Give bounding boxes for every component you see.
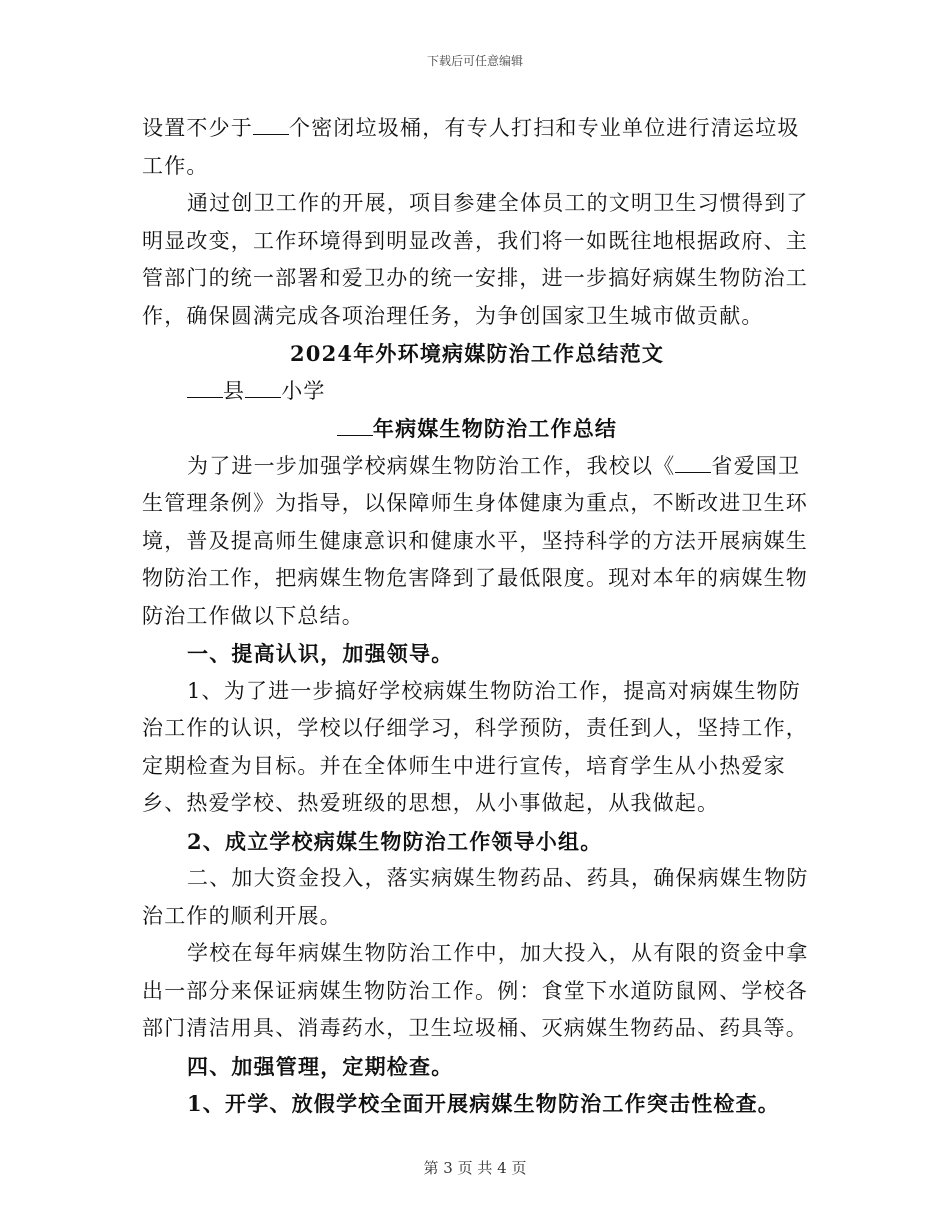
school-name-label: 小学 xyxy=(281,378,326,403)
section-heading-1: 一、提高认识，加强领导。 xyxy=(187,641,454,666)
paragraph-text: 设置不少于 xyxy=(142,116,253,140)
document-body xyxy=(142,110,812,1123)
document-subtitle xyxy=(142,410,812,448)
page-footer: 第 3 页 共 4 页 xyxy=(423,1159,527,1177)
blank-line xyxy=(337,417,373,436)
blank-line xyxy=(675,454,711,473)
school-line xyxy=(142,373,812,411)
page-header: 下载后可任意编辑 xyxy=(426,54,523,68)
paragraph-text: 个密闭垃圾桶，有专人打扫和专业单位进行清运垃圾工作。 xyxy=(142,116,800,178)
document-title: 2024年外环境病媒防治工作总结范文 xyxy=(289,341,665,366)
paragraph-awareness: 1、为了进一步搞好学校病媒生物防治工作，提高对病媒生物防治工作的认识，学校以仔细学习，科学预防，责任到人，坚持工作，定期检查为目标。并在全体师生中进行宣传，培育学生从小热爱家乡、热爱学校、热爱班级的思想，从小事做起，从我做起。 xyxy=(142,678,808,815)
paragraph-text: 省爱国卫生管理条例》为指导，以保障师生身体健康为重点，不断改进卫生环境，普及提高师生健康意识和健康水平，坚持科学的方法开展病媒生物防治工作，把病媒生物危害降到了最低限度。现对本年的病媒生物防治工作做以下总结。 xyxy=(142,453,808,628)
section-heading-4-item-1: 1、开学、放假学校全面开展病媒生物防治工作突击性检查。 xyxy=(187,1091,781,1116)
blank-line xyxy=(253,116,289,135)
paragraph-trash-bins xyxy=(142,110,812,185)
subtitle-text: 年病媒生物防治工作总结 xyxy=(372,416,618,441)
school-county-label: 县 xyxy=(223,378,246,403)
paragraph-introduction xyxy=(142,448,812,636)
section-heading-2: 2、成立学校病媒生物防治工作领导小组。 xyxy=(187,828,603,854)
paragraph-funding: 二、加大资金投入，落实病媒生物药品、药具，确保病媒生物防治工作的顺利开展。 xyxy=(142,866,809,928)
blank-line xyxy=(187,379,223,398)
paragraph-investment: 学校在每年病媒生物防治工作中，加大投入，从有限的资金中拿出一部分来保证病媒生物防治工作。例：食堂下水道防鼠网、学校各部门清洁用具、消毒药水，卫生垃圾桶、灭病媒生物药品、药具等。 xyxy=(142,941,809,1040)
paragraph-text: 为了进一步加强学校病媒生物防治工作，我校以《 xyxy=(187,453,676,478)
blank-line xyxy=(245,379,281,398)
paragraph-sanitation-results: 通过创卫工作的开展，项目参建全体员工的文明卫生习惯得到了明显改变，工作环境得到明显改善，我们将一如既往地根据政府、主管部门的统一部署和爱卫办的统一安排，进一步搞好病媒生物防治工作，确保圆满完成各项治理任务，为争创国家卫生城市做贡献。 xyxy=(142,191,809,328)
section-heading-4: 四、加强管理，定期检查。 xyxy=(187,1053,454,1079)
